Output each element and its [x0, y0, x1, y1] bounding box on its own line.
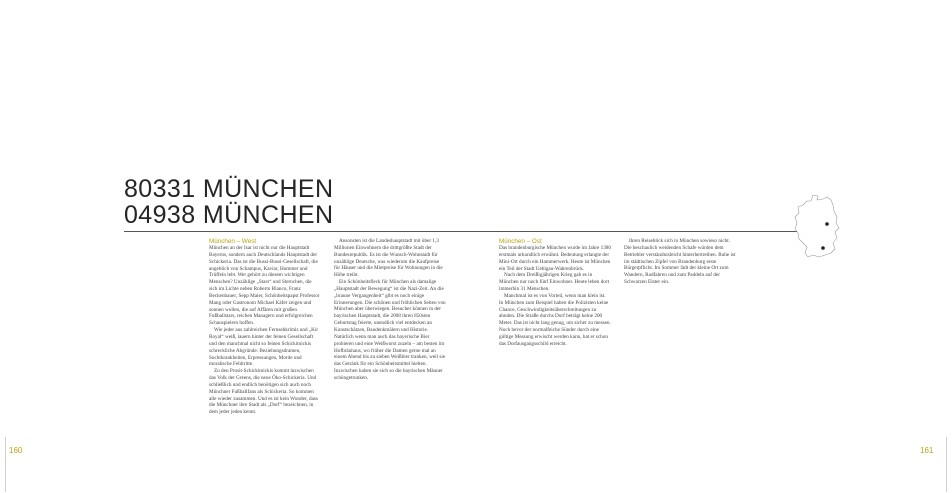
paragraph: Wie jeder aus zahlreichen Fernsehkrimis und „Kir Royal“ weiß, lauern hinter der feinen Gesellschaft und den manchmal nicht so feinen Schickimickis schreckliche Abgründe: Beziehungsdramen, Suchtkrankheiten, Erpressungen, Morde und moralische Fehltritte. [209, 327, 319, 368]
paragraph: Das brandenburgische München wurde im Jahre 1380 erstmals urkundlich erwähnt. Bedeutung erlangte der Mini-Ort durch ein Hammerwerk. Heute ist München ein Teil der Stadt Uebigau-Wahrenbrück. [499, 245, 611, 272]
text-column-3 [499, 238, 611, 348]
paragraph: Manchmal ist es von Vorteil, wenn man klein ist. In München zum Beispiel haben die Polizisten keine Chance, Geschwindigkeitsüberschreitungen zu ahnden. Die Straße durchs Dorf beträgt keine 200 Meter. Das ist nicht lang genug, um sicher zu messen. Noch bevor der normalfeiche Sünder durch eine gültige Messung erwischt werden kann, hat er schon das Dorfausgangsschild erreicht. [499, 292, 611, 347]
paragraph: Zu den Prosit-Schickimickis kommt inzwischen das Volk der Greens, die neue Öko-Schickeria. Und schließlich und endlich benötigen sich auch noch Münchner Fußballfans als Schickeria. So kommen alle wieder zusammen. Und es ist kein Wunder, dass die Münchner ihre Stadt als „Dorf“ bezeichnen, in dem jeder jeden kennt. [209, 368, 318, 416]
text-column-4 [624, 238, 736, 286]
headline-line-1: 80331 MÜNCHEN [124, 175, 334, 203]
location-marker-west-icon [821, 246, 825, 250]
page-number-left: 160 [9, 446, 23, 455]
headline-rule [124, 231, 804, 232]
headline [124, 176, 333, 228]
section-heading-west: München – West [209, 238, 257, 245]
paragraph: München an der Isar ist nicht nur die Hauptstadt Bayerns, sondern auch Deutschlands Hauptstadt der Schickeria. Das ist die Bussi-Bussi-Gesellschaft, die angeblich von Schampus, Kaviar, Hummer und Trüffeln lebt. Wer gehört zu diesem wichtigen Menschen? Unzählige „Stars“ und Sternchen, die sich im Lichte neben Roberto Blanco, Franz Beckenbauer, Sepp Maier, Schönheitspapst Professor Mang oder Gastronom Michael Käfer zeigen und sonnen wollen, die auf Affären mit großen Fußballstars, reichen Managern und erfolgreichen Schauspielern hoffen. [209, 245, 320, 327]
section-heading-ost: München – Ost [499, 238, 542, 245]
headline-line-2: 04938 MÜNCHEN [124, 201, 334, 229]
germany-map-icon [793, 193, 843, 261]
page-edge-line-left [5, 437, 6, 492]
paragraph: Ihren Reiseblick sich in München sowieso nicht. Die beschaulich weidenden Schafe würden dem Betriebler verständnisleicht hinterhertreiben. Ruhe ist im städtischen Zipfel von Brandenburg erste Bürgerpflicht. Im Sommer lädt der kleine Ort zum Wandern, Radfahren und zum Paddeln auf der Schwarzen Elster ein. [624, 238, 736, 286]
paragraph: Nach dem Dreißigjährigen Krieg gab es in München nur noch fünf Einwohner. Heute leben dort immerhin 31 Menschen. [499, 272, 610, 293]
location-marker-east-icon [825, 222, 829, 226]
paragraph: Ein Schönheitsfleck für München als damalige „Hauptstadt der Bewegung“ ist die Nazi-Zeit. An die „braune Vergangenheit“ gibt es noch einige Erinnerungen. Die schönen und fröhlichen Seiten von München aber überwiegen. Besucher können in der bayrischen Hauptstadt, die 2008 ihren 850sten Geburtstag feierte, unendlich viel entdecken an Kunstschätzen, Baudenkmälern und Historie. Natürlich wenn man auch das bayerische Bier probieren und eine Weißwurst zuzeln – am besten im Hofbräuhaus, wo früher die Damen gerne mal an einem Abend bis zu sieben Weißbier tranken, weil sie das Getränk für ein Schönheitsmittel hielten. Inzwischen haben sie sich so die bayrischen Männer schöngetrunken. [334, 279, 446, 381]
text-column-1 [209, 238, 321, 416]
text-column-2 [334, 238, 446, 382]
page-edge-line-right [946, 437, 947, 492]
page-number-right: 161 [920, 446, 934, 455]
paragraph: Ansonsten ist die Landeshauptstadt mit über 1,3 Millionen Einwohnern die drittgrößte Stadt der Bundesrepublik. Es ist die Wunsch-Wohnstadt für unzählige Deutsche, was wiederum die Kaufpreise für Häuser und die Mietpreise für Wohnungen in die Höhe treibt. [334, 238, 443, 279]
